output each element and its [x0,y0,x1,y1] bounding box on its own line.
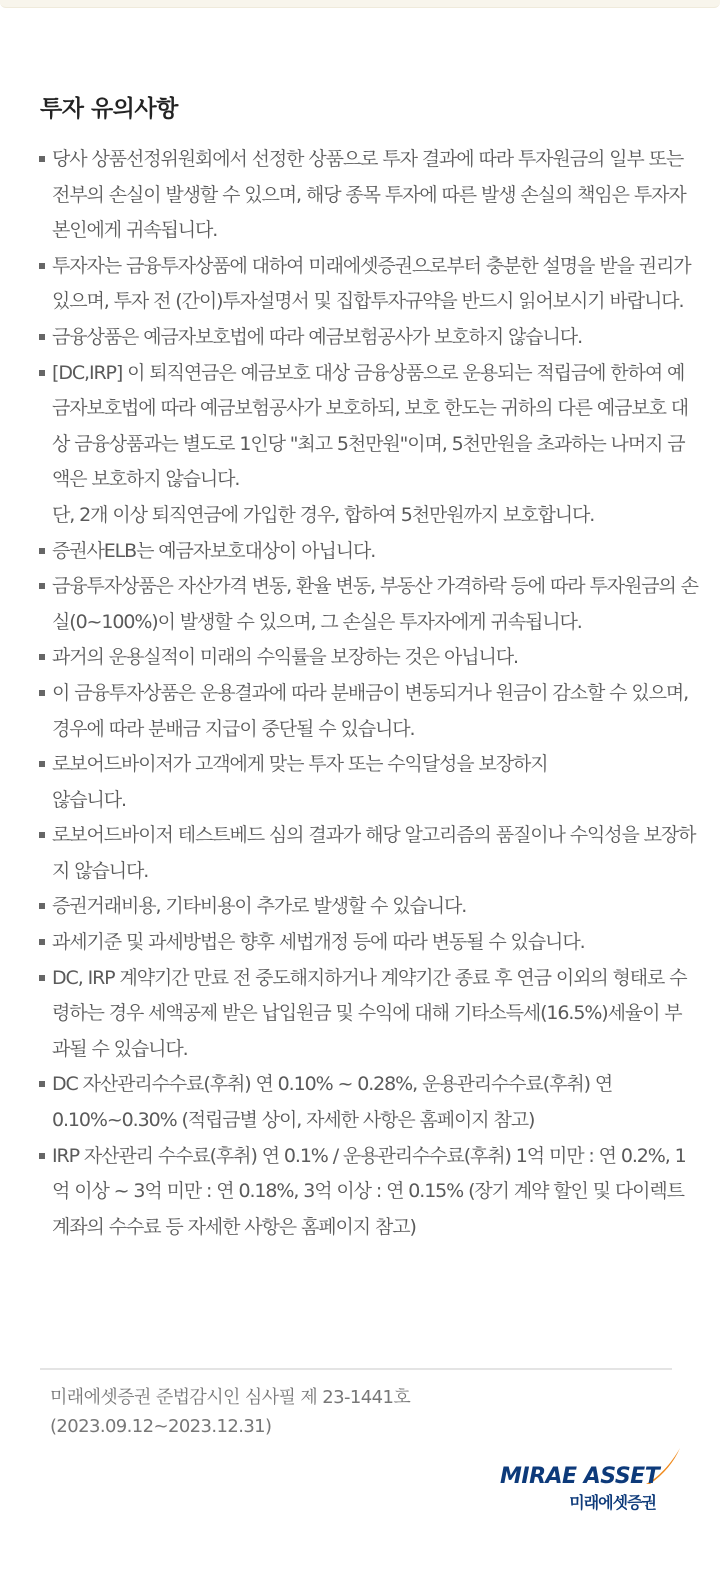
bullet-icon [39,156,45,162]
notice-item [38,1067,698,1138]
compliance-period: (2023.09.12~2023.12.31) [50,1416,272,1437]
notice-item [38,534,698,570]
notice-item [38,1139,698,1246]
bullet-icon [39,939,45,945]
notice-list [38,142,698,1245]
notice-text: 당사 상품선정위원회에서 선정한 상품으로 투자 결과에 따라 투자원금의 일부 또는 전부의 손실이 발생할 수 있으며, 해당 종목 투자에 따른 발생 손실의 책임은 투자자 본인에게 귀속됩니다. [52,148,686,242]
bullet-icon [39,975,45,981]
bullet-icon [39,903,45,909]
notice-item [38,640,698,676]
divider [40,1368,672,1370]
logo-korean-wordmark: 미래에셋증권 [569,1493,656,1512]
notice-text: 금융상품은 예금자보호법에 따라 예금보험공사가 보호하지 않습니다. [52,325,583,348]
bullet-icon [39,690,45,696]
notice-text: IRP 자산관리 수수료(후취) 연 0.1% / 운용관리수수료(후취) 1억 미만 : 연 0.2%, 1억 이상 ~ 3억 미만 : 연 0.18%, 3억 이상 : 연 0.15% (장기 계약 할인 및 다이렉트계좌의 수수료 등 자세한 사항은 홈페이지 참고) [52,1144,686,1238]
notice-item [38,356,698,534]
notice-item [38,889,698,925]
bullet-icon [39,263,45,269]
notice-text: 과거의 운용실적이 미래의 수익률을 보장하는 것은 아닙니다. [52,646,518,669]
notice-item [38,747,698,818]
bullet-icon [39,1081,45,1087]
bullet-icon [39,832,45,838]
notice-text: 이 금융투자상품은 운용결과에 따라 분배금이 변동되거나 원금이 감소할 수 있으며, 경우에 따라 분배금 지급이 중단될 수 있습니다. [52,681,689,740]
notice-item [38,676,698,747]
notice-text: [DC,IRP] 이 퇴직연금은 예금보호 대상 금융상품으로 운용되는 적립금에 한하여 예금자보호법에 따라 예금보험공사가 보호하되, 보호 한도는 귀하의 다른 예금보호 대상 금융상품과는 별도로 1인당 "최고 5천만원"이며, 5천만원을 초과하는 나머지 금액은 보호하지 않습니다. 단, 2개 이상 퇴직연금에 가입한 경우, 합하여 5천만원까지 보호합니다. [52,361,689,526]
bullet-icon [39,761,45,767]
notice-text: DC, IRP 계약기간 만료 전 중도해지하거나 계약기간 종료 후 연금 이외의 형태로 수령하는 경우 세액공제 받은 납입원금 및 수익에 대해 기타소득세(16.5%)세율이 부과될 수 있습니다. [52,966,687,1060]
notice-text: 증권사ELB는 예금자보호대상이 아닙니다. [52,539,376,562]
page-title: 투자 유의사항 [40,96,178,122]
compliance-approval-number: 미래에셋증권 준법감시인 심사필 제 23-1441호 [50,1387,411,1408]
notice-text: 증권거래비용, 기타비용이 추가로 발생할 수 있습니다. [52,895,467,918]
mirae-asset-logo [496,1446,686,1516]
notice-item [38,961,698,1068]
notice-text: 로보어드바이저 테스트베드 심의 결과가 해당 알고리즘의 품질이나 수익성을 보장하지 않습니다. [52,824,696,882]
bullet-icon [39,654,45,660]
notice-item [38,818,698,889]
notice-text: 금융투자상품은 자산가격 변동, 환율 변동, 부동산 가격하락 등에 따라 투자원금의 손실(0~100%)이 발생할 수 있으며, 그 손실은 투자자에게 귀속됩니다. [52,575,698,633]
notice-item [38,320,698,356]
bullet-icon [39,583,45,589]
bullet-icon [39,1153,45,1159]
logo-english-wordmark: MIRAE ASSET [500,1464,660,1489]
notice-item [38,249,698,320]
bullet-icon [39,370,45,376]
notice-text: DC 자산관리수수료(후취) 연 0.10% ~ 0.28%, 운용관리수수료(후취) 연 0.10%~0.30% (적립금별 상이, 자세한 사항은 홈페이지 참고) [52,1073,613,1132]
notice-item [38,925,698,961]
notice-item [38,142,698,249]
bullet-icon [39,548,45,554]
notice-item [38,569,698,640]
bullet-icon [39,334,45,340]
notice-text: 로보어드바이저가 고객에게 맞는 투자 또는 수익달성을 보장하지 않습니다. [52,753,548,811]
notice-text: 투자자는 금융투자상품에 대하여 미래에셋증권으로부터 충분한 설명을 받을 권리가 있으며, 투자 전 (간이)투자설명서 및 집합투자규약을 반드시 읽어보시기 바랍니다. [52,254,691,313]
compliance-note [50,1383,410,1441]
top-strip [0,0,720,8]
notice-text: 과세기준 및 과세방법은 향후 세법개정 등에 따라 변동될 수 있습니다. [52,931,585,954]
